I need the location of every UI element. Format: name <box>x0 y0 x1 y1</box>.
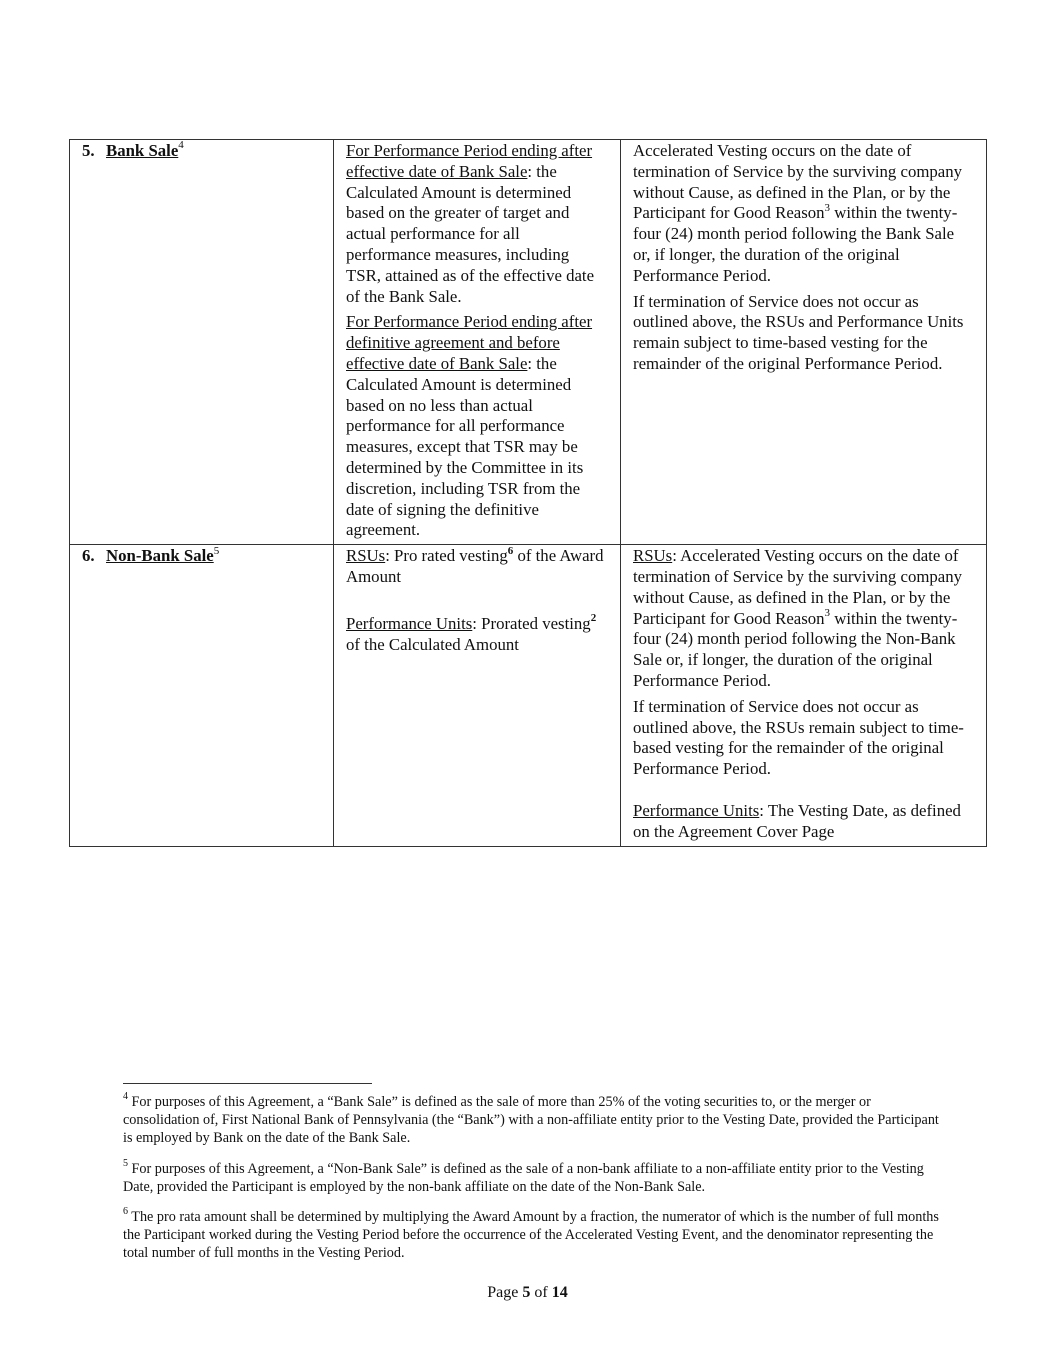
event-cell <box>70 545 334 846</box>
paragraph <box>346 614 608 656</box>
performance-units-label: Performance Units <box>346 613 473 633</box>
footnote-divider <box>123 1083 372 1084</box>
paragraph <box>346 141 608 307</box>
row-number: 5. <box>82 141 95 160</box>
rsu-label: RSUs <box>633 546 673 566</box>
paragraph <box>633 141 974 287</box>
footnote-mark: 6 <box>123 1206 128 1218</box>
paragraph: If termination of Service does not occur as outlined above, the RSUs remain subject to time-based vesting for the remainder of the original Performance Period. <box>633 696 964 779</box>
footnotes <box>123 1093 943 1275</box>
vesting-date-cell <box>621 545 987 846</box>
paragraph-text: : Accelerated Vesting occurs on the date of termination of Service by the surviving company without Cause, as defined in the Plan, or by the Participant for Good Reason <box>633 546 963 628</box>
vesting-events-table <box>69 139 987 847</box>
paragraph-text: within the twenty-four (24) month period following the Non-Bank Sale or, if longer, the duration of the original Performance Period. <box>633 608 958 690</box>
paragraph-text: : the Calculated Amount is determined based on no less than actual performance for all performance measures, except that TSR may be determined by the Committee in its discretion, including TSR from the date of signing the definitive agreement. <box>346 353 584 540</box>
footnote <box>123 1157 943 1196</box>
paragraph-text: : Prorated vesting <box>472 613 591 633</box>
performance-units-label: Performance Units <box>633 800 760 820</box>
event-cell <box>70 140 334 545</box>
footnote-ref: 4 <box>178 139 184 152</box>
table-row <box>70 140 987 545</box>
condition-heading: For Performance Period ending after definitive agreement and before effective date of Bank Sale <box>346 312 593 373</box>
paragraph-text: within the twenty-four (24) month period following the Bank Sale or, if longer, the duration of the original Performance Period. <box>633 203 958 285</box>
footnote-mark: 4 <box>123 1091 128 1103</box>
total-pages: 14 <box>551 1284 568 1301</box>
paragraph-text: : Pro rated vesting <box>385 546 508 566</box>
rsu-label: RSUs <box>346 546 386 566</box>
footnote-ref: 2 <box>590 612 597 625</box>
footnote <box>123 1093 943 1148</box>
footnote-ref: 3 <box>824 606 831 619</box>
event-title: Bank Sale <box>106 141 179 160</box>
footnote-ref: 3 <box>824 201 831 214</box>
paragraph <box>633 546 974 692</box>
event-title: Non-Bank Sale <box>106 546 214 566</box>
footnote-text: For purposes of this Agreement, a “Non-Bank Sale” is defined as the sale of a non-bank affiliate to a non-affiliate entity prior to the Vesting Date, provided the Participant is employed by the non-bank affiliate on the date of the Non-Bank Sale. <box>123 1160 924 1195</box>
table-row <box>70 545 987 846</box>
paragraph <box>633 801 974 843</box>
paragraph <box>346 312 608 541</box>
footnote-text: The pro rata amount shall be determined by multiplying the Award Amount by a fraction, the numerator of which is the number of full months the Participant worked during the Vesting Period before the occurrence of the Accelerated Vesting Event, and the denominator representing the total number of full months in the Vesting Period. <box>123 1209 939 1262</box>
footnote <box>123 1208 943 1263</box>
vesting-date-cell <box>621 140 987 545</box>
paragraph-text: : the Calculated Amount is determined based on the greater of target and actual performance for all performance measures, including TSR, attained as of the effective date of the Bank Sale. <box>346 161 595 306</box>
page-number <box>0 1284 1055 1302</box>
paragraph-text: Accelerated Vesting occurs on the date of termination of Service by the surviving company without Cause, as defined in the Plan, or by the Participant for Good Reason <box>633 141 963 223</box>
footnote-mark: 5 <box>123 1157 128 1169</box>
paragraph-text: of the Calculated Amount <box>346 634 519 654</box>
paragraph: If termination of Service does not occur as outlined above, the RSUs and Performance Units remain subject to time-based vesting for the remainder of the original Performance Period. <box>633 291 964 373</box>
paragraph-text: : The Vesting Date, as defined on the Agreement Cover Page <box>633 800 961 841</box>
paragraph-text: of the Award Amount <box>346 546 604 586</box>
row-number: 6. <box>82 546 95 566</box>
page-prefix: Page <box>487 1284 523 1301</box>
current-page: 5 <box>522 1284 531 1301</box>
page-of: of <box>530 1284 552 1301</box>
condition-heading: For Performance Period ending after effective date of Bank Sale <box>346 141 593 181</box>
calculated-amount-cell <box>334 140 621 545</box>
footnote-ref: 5 <box>213 544 220 557</box>
footnote-ref: 6 <box>507 544 514 557</box>
calculated-amount-cell <box>334 545 621 846</box>
paragraph <box>346 546 608 588</box>
footnote-text: For purposes of this Agreement, a “Bank Sale” is defined as the sale of more than 25% of the voting securities to, or the merger or consolidation of, First National Bank of Pennsylvania (the “Bank”) with a non-affiliate entity prior to the Vesting Date, provided the Participant is employed by Bank on the date of the Bank Sale. <box>123 1094 939 1147</box>
